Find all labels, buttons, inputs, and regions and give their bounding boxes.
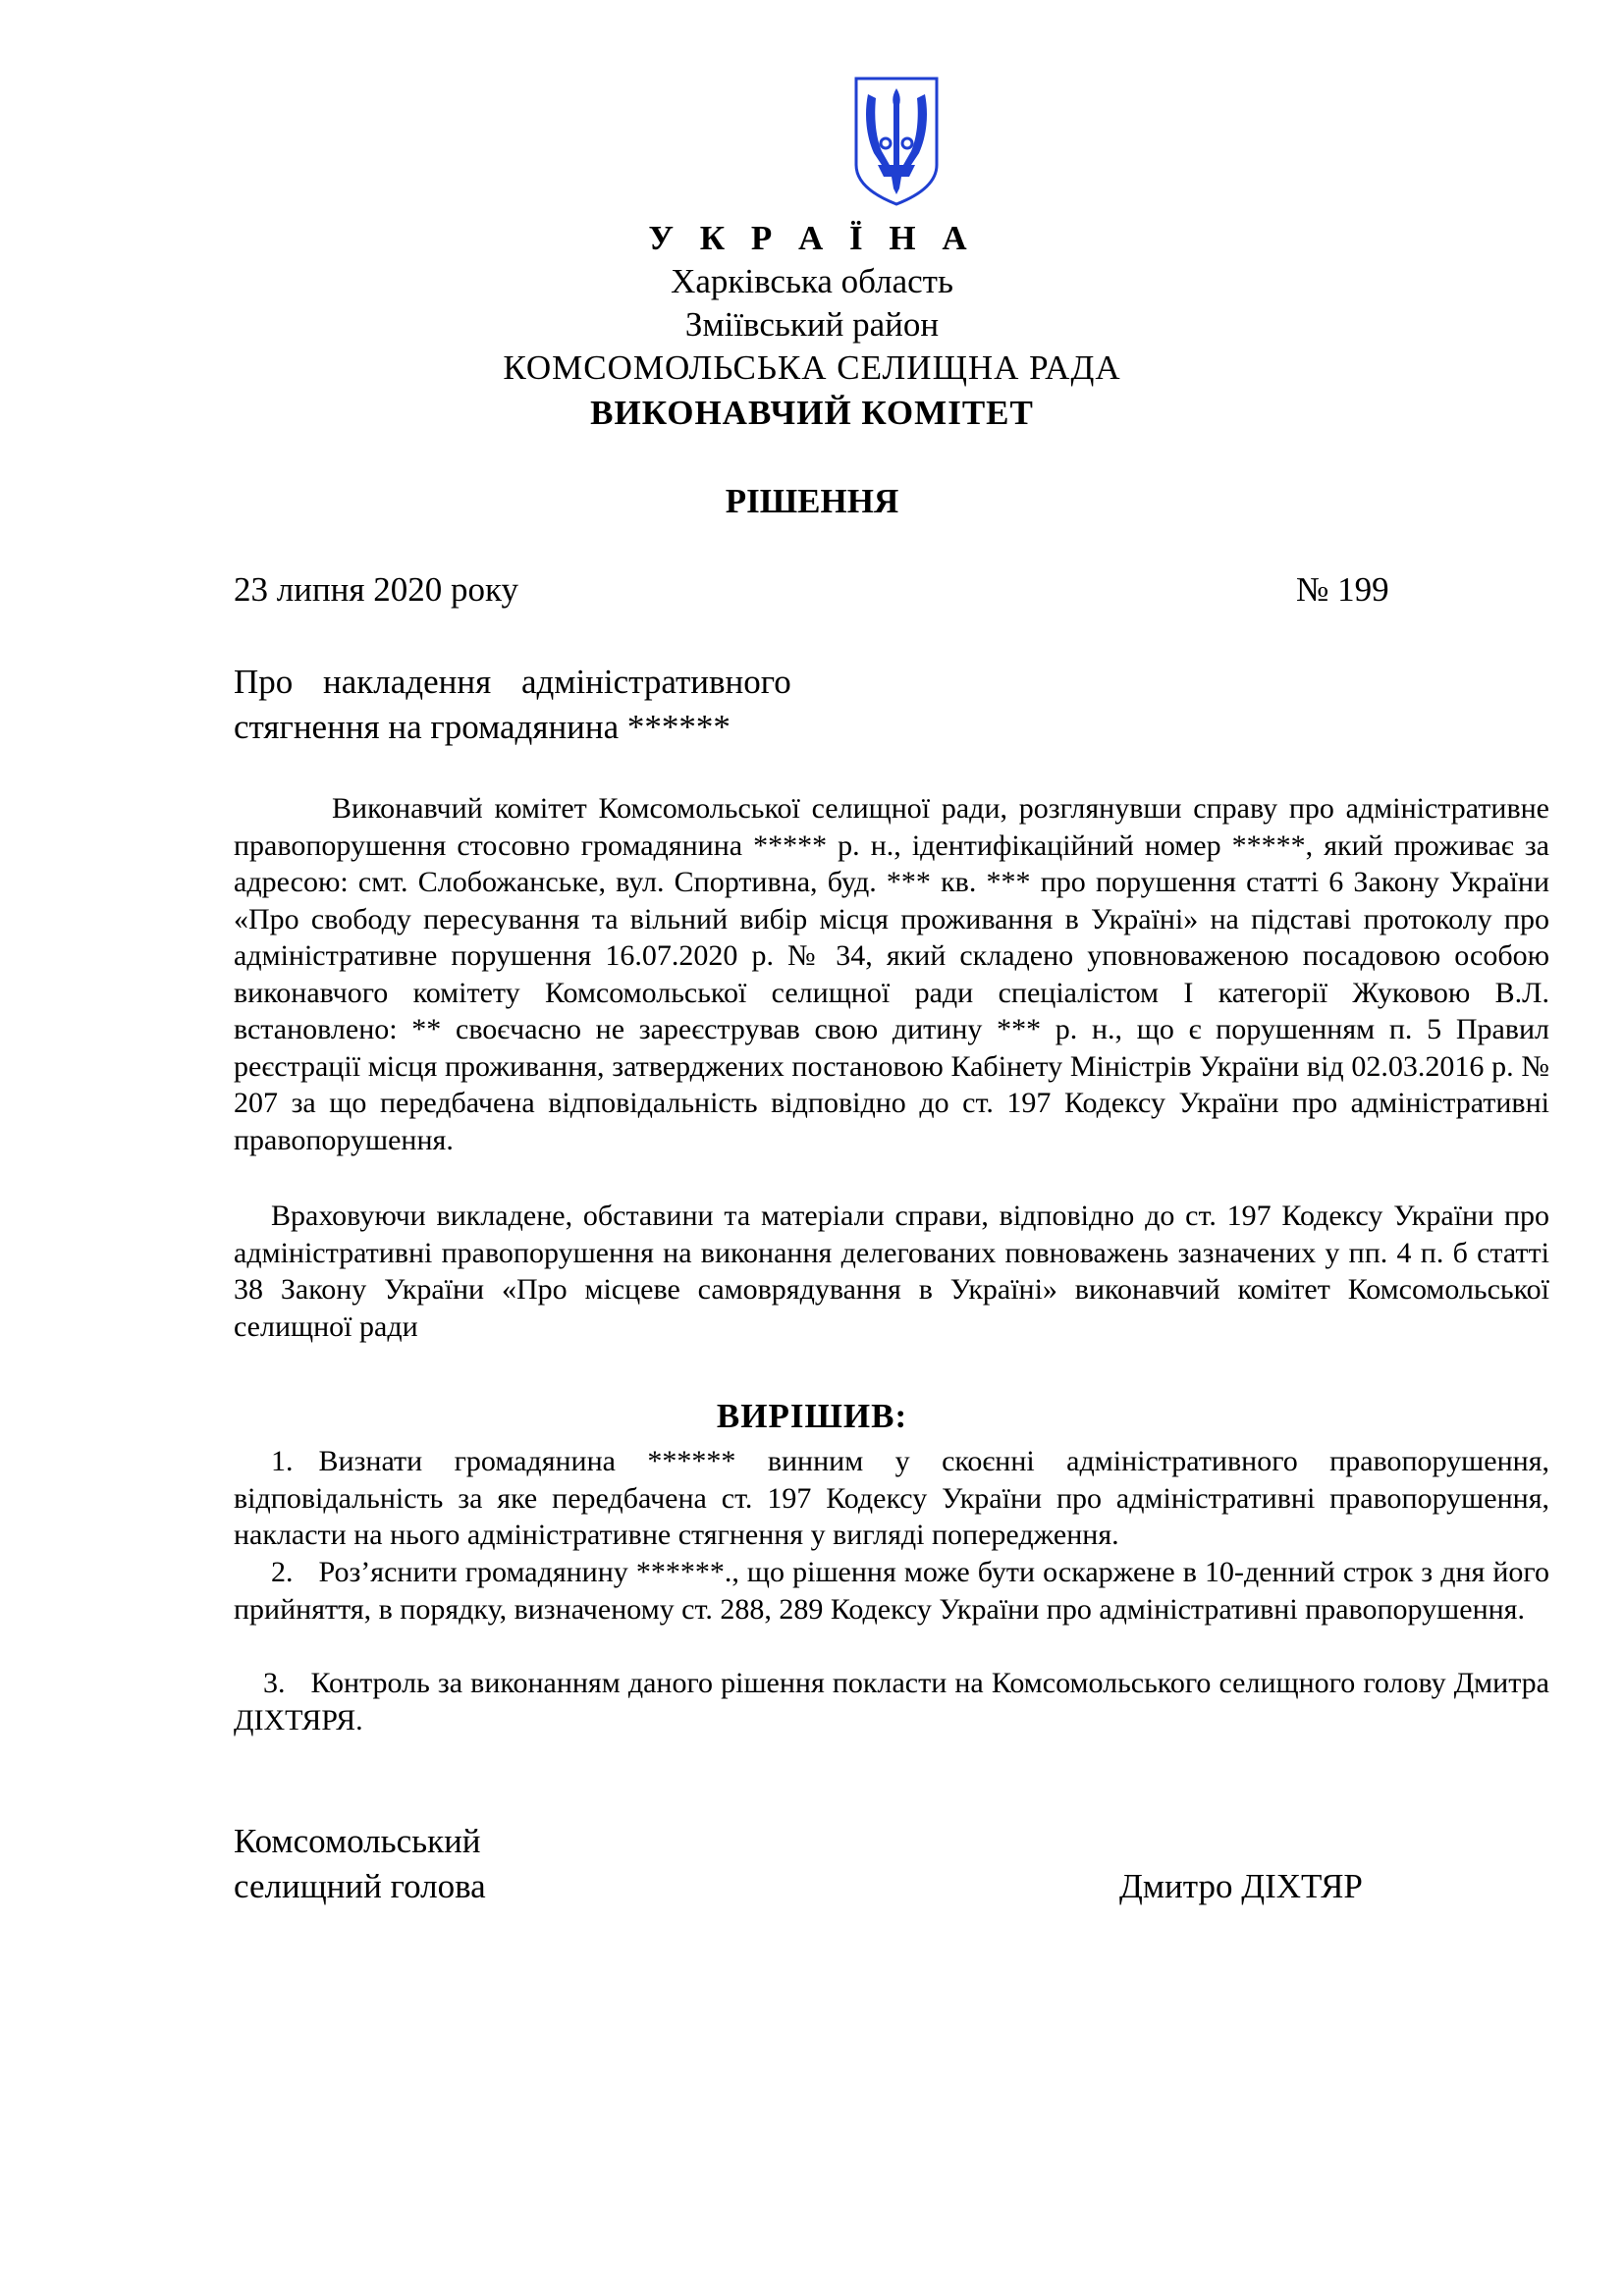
oblast-name: Харківська область [671,262,953,300]
decision-item-number: 3. [263,1667,286,1699]
document-subject [234,660,862,750]
subject-line-2: стягнення на громадянина ****** [234,708,731,746]
decision-item-text: Визнати громадянина ****** винним у скоєнні адміністративного правопорушення, відповідальність за яке передбачена ст. 197 Кодексу України про адміністративні правопорушення, накласти на нього адміністративне стягнення у вигляді попередження. [234,1445,1549,1551]
signatory-name: Дмитро ДІХТЯР [1119,1867,1363,1905]
document-number: № 199 [1296,570,1389,609]
signatory-title-line-2: селищний голова [234,1867,486,1905]
decision-item-text: Контроль за виконанням даного рішення покласти на Комсомольського селищного голову Дмитра ДІХТЯРЯ. [234,1667,1549,1736]
trident-coat-of-arms-icon [852,75,941,208]
decision-item [234,1665,1549,1738]
committee-name: ВИКОНАВЧИЙ КОМІТЕТ [590,394,1034,432]
council-name: КОМСОМОЛЬСЬКА СЕЛИЩНА РАДА [503,348,1121,387]
document-type-title: РІШЕННЯ [725,482,899,520]
raion-name: Зміївський район [684,305,940,344]
signatory-title-line-1: Комсомольський [234,1822,481,1860]
decision-item-number: 2. [271,1556,294,1588]
decision-heading: ВИРІШИВ: [716,1397,908,1435]
decision-item [234,1554,1549,1628]
decision-item-number: 1. [271,1445,294,1477]
decision-item [234,1443,1549,1554]
document-date: 23 липня 2020 року [234,570,519,609]
signatory-title [234,1819,486,1909]
subject-line-1: Про накладення адміністративного [234,663,791,701]
body-paragraph-2: Враховуючи викладене, обставини та матеріали справи, відповідно до ст. 197 Кодексу України про адміністративні правопорушення на виконання делегованих повноважень зазначених у пп. 4 п. б статті 38 Закону України «Про місцеве самоврядування в Україні» виконавчий комітет Комсомольської селищної ради [234,1200,1549,1343]
body-paragraph-1: Виконавчий комітет Комсомольської селищної ради, розглянувши справу про адміністративне правопорушення стосовно громадянина ***** р. н., ідентифікаційний номер *****, який проживає за адресою: смт. Слобожанське, вул. Спортивна, буд. *** кв. *** про порушення статті 6 Закону України «Про свободу пересування та вільний вибір місця проживання в Україні» на підставі протоколу про адміністративне порушення 16.07.2020 р. № 34, який складено уповноваженою посадовою особою виконавчого комітету Комсомольської селищної ради спеціалістом І категорії Жуковою В.Л. встановлено: ** своєчасно не зареєстрував свою дитину *** р. н., що є порушенням п. 5 Правил реєстрації місця проживання, затверджених постановою Кабінету Міністрів України від 02.03.2016 р. № 207 за що передбачена відповідальність відповідно до ст. 197 Кодексу України про адміністративні правопорушення. [234,792,1549,1156]
country-name: У К Р А Ї Н А [648,219,976,257]
decision-item-text: Роз’яснити громадянину ******., що рішення може бути оскаржене в 10-денний строк з дня його прийняття, в порядку, визначеному ст. 288, 289 Кодексу України про адміністративні правопорушення. [234,1556,1549,1626]
